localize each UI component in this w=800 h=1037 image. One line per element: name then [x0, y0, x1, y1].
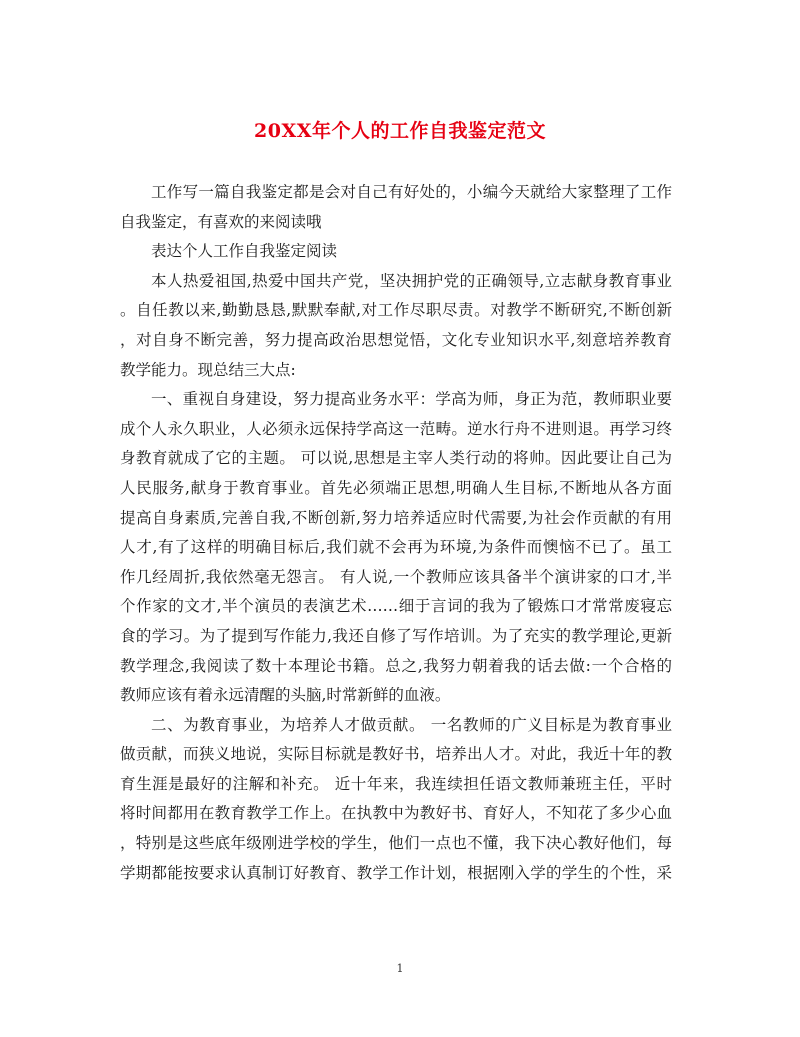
paragraph-line: 人才,有了这样的明确目标后,我们就不会再为环境,为条件而懊恼不已了。虽工: [120, 538, 672, 557]
paragraph-line: 。自任教以来,勤勤恳恳,默默奉献,对工作尽职尽责。对教学不断研究,不断创新: [120, 301, 672, 320]
document-body: [120, 178, 672, 888]
paragraph-line: 工作写一篇自我鉴定都是会对自己有好处的，小编今天就给大家整理了工作: [151, 183, 672, 201]
paragraph-line: 食的学习。为了提到写作能力,我还自修了写作培训。为了充实的教学理论,更新: [120, 626, 672, 645]
paragraph-line: 自我鉴定，有喜欢的来阅读哦: [120, 212, 322, 231]
paragraph-line: 个作家的文才,半个演员的表演艺术……细于言词的我为了锻炼口才常常废寝忘: [120, 597, 672, 616]
paragraph-line: 提高自身素质,完善自我,不断创新,努力培养适应时代需要,为社会作贡献的有用: [120, 508, 672, 527]
document-title: 20XX年个人的工作自我鉴定范文: [254, 120, 546, 142]
paragraph-line: 做贡献，而狭义地说，实际目标就是教好书，培养出人才。对此，我近十年的教: [120, 745, 672, 764]
page-number: 1: [396, 962, 404, 975]
paragraph-line: ，特别是这些底年级刚进学校的学生，他们一点也不懂，我下决心教好他们，每: [120, 834, 672, 853]
section-heading: 表达个人工作自我鉴定阅读: [151, 242, 338, 261]
paragraph-line: 身教育就成了它的主题。 可以说,思想是主宰人类行动的将帅。因此要让自己为: [120, 449, 672, 468]
paragraph-line: 一、重视自身建设，努力提高业务水平：学高为师，身正为范，教师职业要: [151, 390, 672, 409]
paragraph-line: 学期都能按要求认真制订好教育、教学工作计划，根据刚入学的学生的个性，采: [120, 863, 672, 882]
paragraph-line: 将时间都用在教育教学工作上。在执教中为教好书、育好人，不知花了多少心血: [120, 804, 672, 823]
paragraph-line: 作几经周折,我依然毫无怨言。 有人说,一个教师应该具备半个演讲家的口才,半: [120, 567, 672, 586]
paragraph-line: 教师应该有着永远清醒的头脑,时常新鲜的血液。: [120, 686, 451, 705]
paragraph-line: 教学理念,我阅读了数十本理论书籍。总之,我努力朝着我的话去做:一个合格的: [120, 656, 672, 675]
paragraph-line: 人民服务,献身于教育事业。首先必须端正思想,明确人生目标,不断地从各方面: [120, 478, 672, 497]
paragraph-line: 本人热爱祖国,热爱中国共产党，坚决拥护党的正确领导,立志献身教育事业: [151, 271, 672, 290]
paragraph-line: 育生涯是最好的注解和补充。 近十年来，我连续担任语文教师兼班主任，平时: [120, 774, 672, 793]
paragraph-line: 教学能力。现总结三大点:: [120, 360, 296, 379]
paragraph-line: 二、为教育事业，为培养人才做贡献。 一名教师的广义目标是为教育事业: [151, 715, 672, 734]
paragraph-line: ，对自身不断完善，努力提高政治思想觉悟，文化专业知识水平,刻意培养教育: [120, 330, 672, 349]
paragraph-line: 成个人永久职业，人必须永远保持学高这一范畴。逆水行舟不进则退。再学习终: [120, 419, 672, 438]
